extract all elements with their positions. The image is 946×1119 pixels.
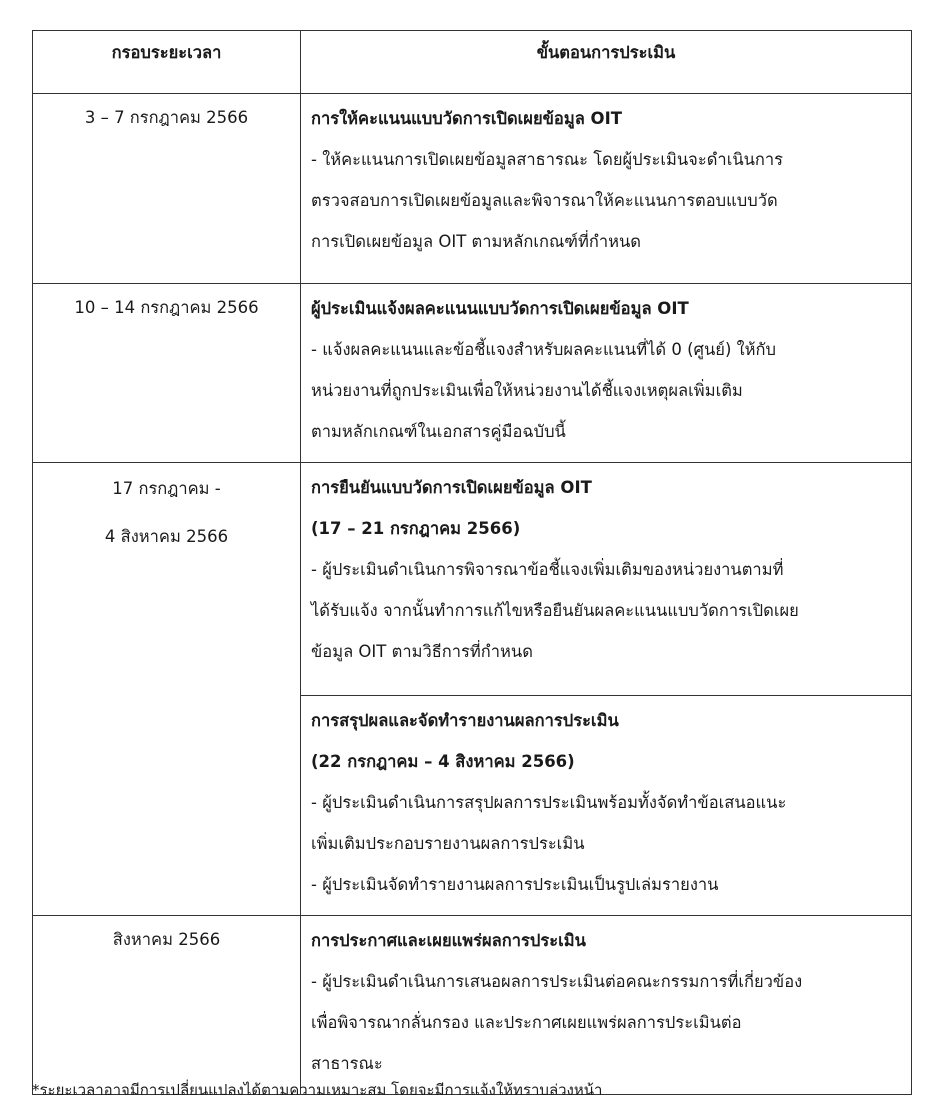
table-row (33, 463, 912, 696)
time-line: 17 กรกฎาคม - (112, 479, 221, 498)
step-cell (301, 916, 912, 1095)
step-line: การเปิดเผยข้อมูล OIT ตามหลักเกณฑ์ที่กำหนด (311, 232, 641, 251)
step-line: - ให้คะแนนการเปิดเผยข้อมูลสาธารณะ โดยผู้ประเมินจะดำเนินการ (311, 150, 784, 169)
time-cell: 10 – 14 กรกฎาคม 2566 (33, 284, 301, 463)
step-line: - ผู้ประเมินดำเนินการสรุปผลการประเมินพร้อมทั้งจัดทำข้อเสนอแนะ (311, 793, 787, 812)
time-cell: สิงหาคม 2566 (33, 916, 301, 1095)
table-row (33, 284, 912, 463)
step-title: การประกาศและเผยแพร่ผลการประเมิน (311, 931, 586, 950)
step-line: สาธารณะ (311, 1054, 383, 1073)
table-row (33, 94, 912, 284)
step-subtitle: (17 – 21 กรกฎาคม 2566) (311, 519, 521, 538)
step-title: การยืนยันแบบวัดการเปิดเผยข้อมูล OIT (311, 478, 592, 497)
step-cell (301, 284, 912, 463)
table-row (33, 916, 912, 1095)
step-line: เพื่อพิจารณากลั่นกรอง และประกาศเผยแพร่ผลการประเมินต่อ (311, 1013, 742, 1032)
step-line: เพิ่มเติมประกอบรายงานผลการประเมิน (311, 834, 585, 853)
step-line: ข้อมูล OIT ตามวิธีการที่กำหนด (311, 642, 533, 661)
step-title: การให้คะแนนแบบวัดการเปิดเผยข้อมูล OIT (311, 109, 622, 128)
schedule-table (32, 30, 912, 1095)
step-cell (301, 94, 912, 284)
step-line: ตามหลักเกณฑ์ในเอกสารคู่มือฉบับนี้ (311, 422, 566, 441)
footnote: *ระยะเวลาอาจมีการเปลี่ยนแปลงได้ตามความเหมาะสม โดยจะมีการแจ้งให้ทราบล่วงหน้า (32, 1081, 603, 1099)
step-title: การสรุปผลและจัดทำรายงานผลการประเมิน (311, 711, 619, 730)
step-line: - ผู้ประเมินดำเนินการเสนอผลการประเมินต่อคณะกรรมการที่เกี่ยวข้อง (311, 972, 803, 991)
header-steps: ขั้นตอนการประเมิน (301, 31, 912, 94)
step-line: - ผู้ประเมินจัดทำรายงานผลการประเมินเป็นรูปเล่มรายงาน (311, 875, 719, 894)
time-line: 4 สิงหาคม 2566 (104, 527, 229, 546)
time-cell: 3 – 7 กรกฎาคม 2566 (33, 94, 301, 284)
header-time: กรอบระยะเวลา (33, 31, 301, 94)
step-title: ผู้ประเมินแจ้งผลคะแนนแบบวัดการเปิดเผยข้อมูล OIT (311, 299, 689, 318)
step-subtitle: (22 กรกฎาคม – 4 สิงหาคม 2566) (311, 752, 575, 771)
step-line: - ผู้ประเมินดำเนินการพิจารณาข้อชี้แจงเพิ่มเติมของหน่วยงานตามที่ (311, 560, 784, 579)
step-cell (301, 696, 912, 916)
step-line: หน่วยงานที่ถูกประเมินเพื่อให้หน่วยงานได้ชี้แจงเหตุผลเพิ่มเติม (311, 381, 743, 400)
table-header-row (33, 31, 912, 94)
time-cell (33, 463, 301, 916)
step-line: ได้รับแจ้ง จากนั้นทำการแก้ไขหรือยืนยันผลคะแนนแบบวัดการเปิดเผย (311, 601, 799, 620)
step-cell (301, 463, 912, 696)
step-line: ตรวจสอบการเปิดเผยข้อมูลและพิจารณาให้คะแนนการตอบแบบวัด (311, 191, 778, 210)
step-line: - แจ้งผลคะแนนและข้อชี้แจงสำหรับผลคะแนนที่ได้ 0 (ศูนย์) ให้กับ (311, 340, 777, 359)
